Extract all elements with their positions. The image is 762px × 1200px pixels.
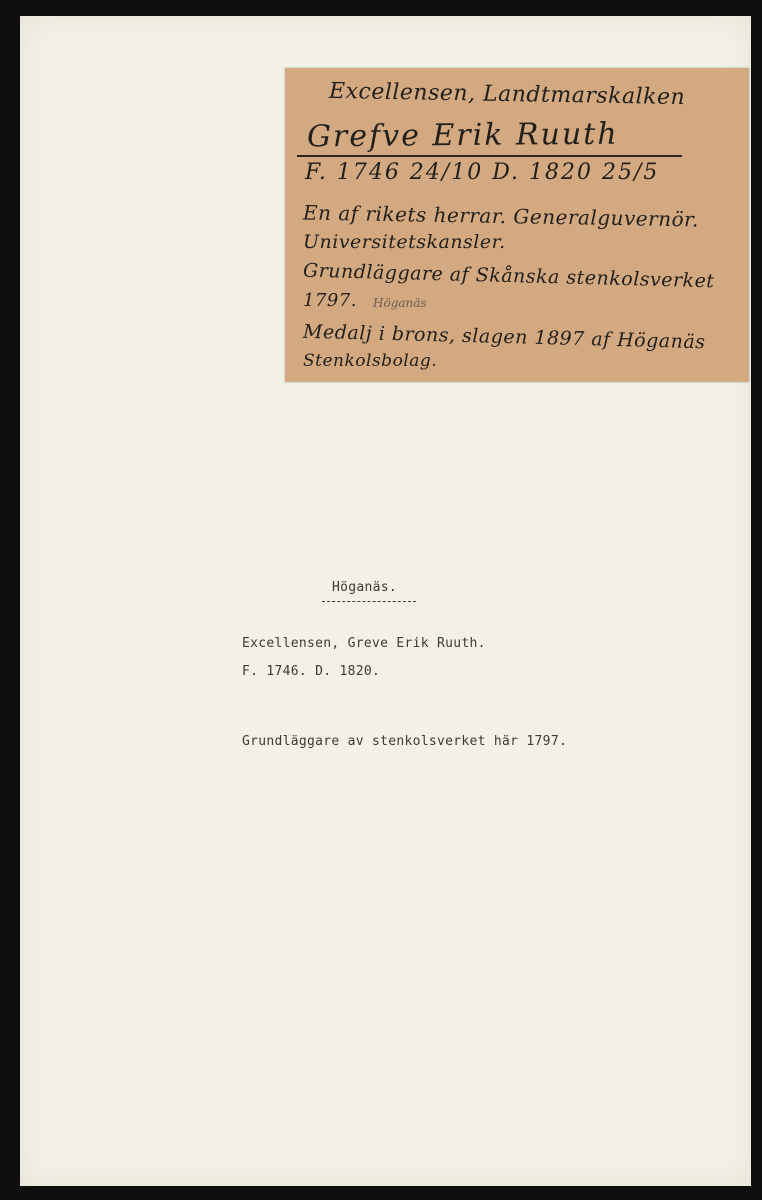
note-divider: [297, 155, 682, 157]
typed-line-2: F. 1746. D. 1820.: [242, 664, 381, 679]
note-dates: F. 1746 24/10 D. 1820 25/5: [305, 160, 660, 185]
note-line-5: Medalj i brons, slagen 1897 af Höganäs: [302, 320, 706, 354]
handwritten-note-card: [285, 68, 749, 382]
note-line-4: 1797.: [303, 290, 358, 311]
note-line-3: Grundläggare af Skånska stenkolsverket: [302, 259, 715, 293]
note-line-2: Universitetskansler.: [303, 231, 506, 253]
heading-underline: [322, 601, 416, 602]
note-title: Excellensen, Landtmarskalken: [328, 78, 686, 111]
note-name: Grefve Erik Ruuth: [306, 116, 619, 155]
typed-heading: Höganäs.: [332, 580, 398, 595]
note-pencil-annotation: Höganäs: [373, 296, 427, 310]
typed-line-3: Grundläggare av stenkolsverket här 1797.: [242, 734, 568, 749]
note-line-6: Stenkolsbolag.: [303, 351, 438, 371]
typed-line-1: Excellensen, Greve Erik Ruuth.: [242, 636, 486, 651]
note-line-1: En af rikets herrar. Generalguvernör.: [302, 200, 700, 232]
